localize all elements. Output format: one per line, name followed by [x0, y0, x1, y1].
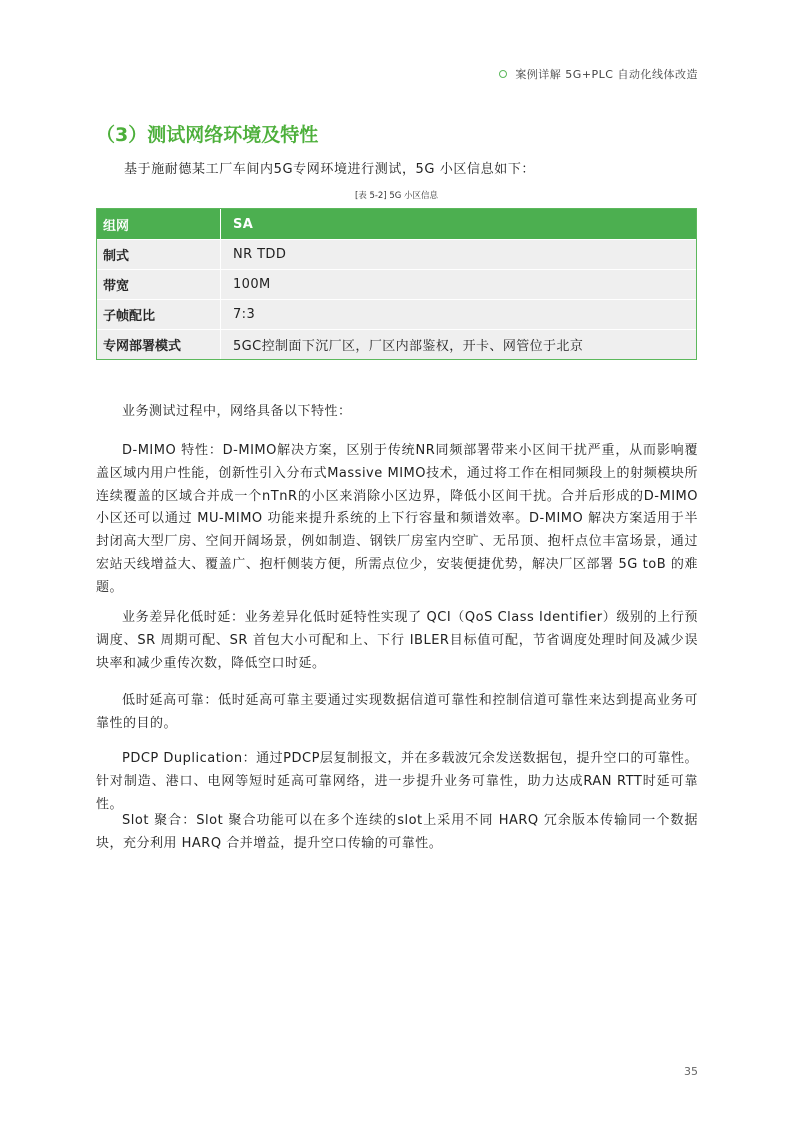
running-header-title: 案例详解 5G+PLC 自动化线体改造 [515, 68, 698, 81]
section-title: （3）测试网络环境及特性 [96, 124, 319, 146]
table-key-cell: 带宽 [97, 270, 221, 299]
table-value-cell: NR TDD [233, 247, 287, 262]
table-row [97, 269, 696, 299]
body-paragraph: Slot 聚合：Slot 聚合功能可以在多个连续的slot上采用不同 HARQ 冗余版本传输同一个数据块，充分利用 HARQ 合并增益，提升空口传输的可靠性。 [96, 813, 698, 851]
table-row [97, 299, 696, 329]
table-row [97, 209, 696, 239]
table-key-cell: 子帧配比 [97, 300, 221, 329]
circle-icon [499, 70, 507, 78]
table-caption: [表 5-2] 5G 小区信息 [354, 191, 439, 201]
table-row [97, 329, 696, 359]
table-value-cell: SA [233, 216, 254, 232]
section-intro: 基于施耐德某工厂车间内5G专网环境进行测试，5G 小区信息如下： [124, 162, 536, 177]
running-header [499, 66, 698, 82]
table-key-cell: 制式 [97, 240, 221, 269]
page-number: 35 [684, 1065, 698, 1078]
table-row [97, 239, 696, 269]
body-paragraph: 低时延高可靠：低时延高可靠主要通过实现数据信道可靠性和控制信道可靠性来达到提高业务可靠性的目的。 [96, 693, 698, 731]
body-paragraph: D-MIMO 特性：D-MIMO解决方案，区别于传统NR同频部署带来小区间干扰严重，从而影响覆盖区域内用户性能，创新性引入分布式Massive MIMO技术，通过将工作在相同频段上的射频模块所连续覆盖的区域合并成一个nTnR的小区来消除小区边界，降低小区间干扰。合并后形成的D-MIMO 小区还可以通过 MU-MIMO 功能来提升系统的上下行容量和频谱效率。D-MIMO 解决方案适用于半封闭高大型厂房、空间开阔场景，例如制造、钢铁厂房室内空旷、无吊顶、抱杆点位丰富场景，通过宏站天线增益大、覆盖广、抱杆侧装方便，所需点位少，安装便捷优势，解决厂区部署 5G toB 的难题。 [96, 443, 698, 595]
body-paragraph: 业务测试过程中，网络具备以下特性： [122, 404, 352, 419]
table-key-cell: 组网 [97, 209, 221, 239]
cell-info-table [96, 208, 697, 360]
table-value-cell: 5GC控制面下沉厂区，厂区内部鉴权，开卡、网管位于北京 [233, 339, 584, 354]
table-key-cell: 专网部署模式 [97, 330, 221, 359]
table-value-cell: 100M [233, 277, 271, 292]
body-paragraph: 业务差异化低时延：业务差异化低时延特性实现了 QCI（QoS Class Identifier）级别的上行预调度、SR 周期可配、SR 首包大小可配和上、下行 IBLER目标值可配，节省调度处理时间及减少误块率和减少重传次数，降低空口时延。 [96, 610, 698, 671]
body-paragraph: PDCP Duplication：通过PDCP层复制报文，并在多载波冗余发送数据包，提升空口的可靠性。针对制造、港口、电网等短时延高可靠网络，进一步提升业务可靠性，助力达成RAN RTT时延可靠性。 [96, 751, 698, 812]
table-value-cell: 7:3 [233, 307, 256, 322]
